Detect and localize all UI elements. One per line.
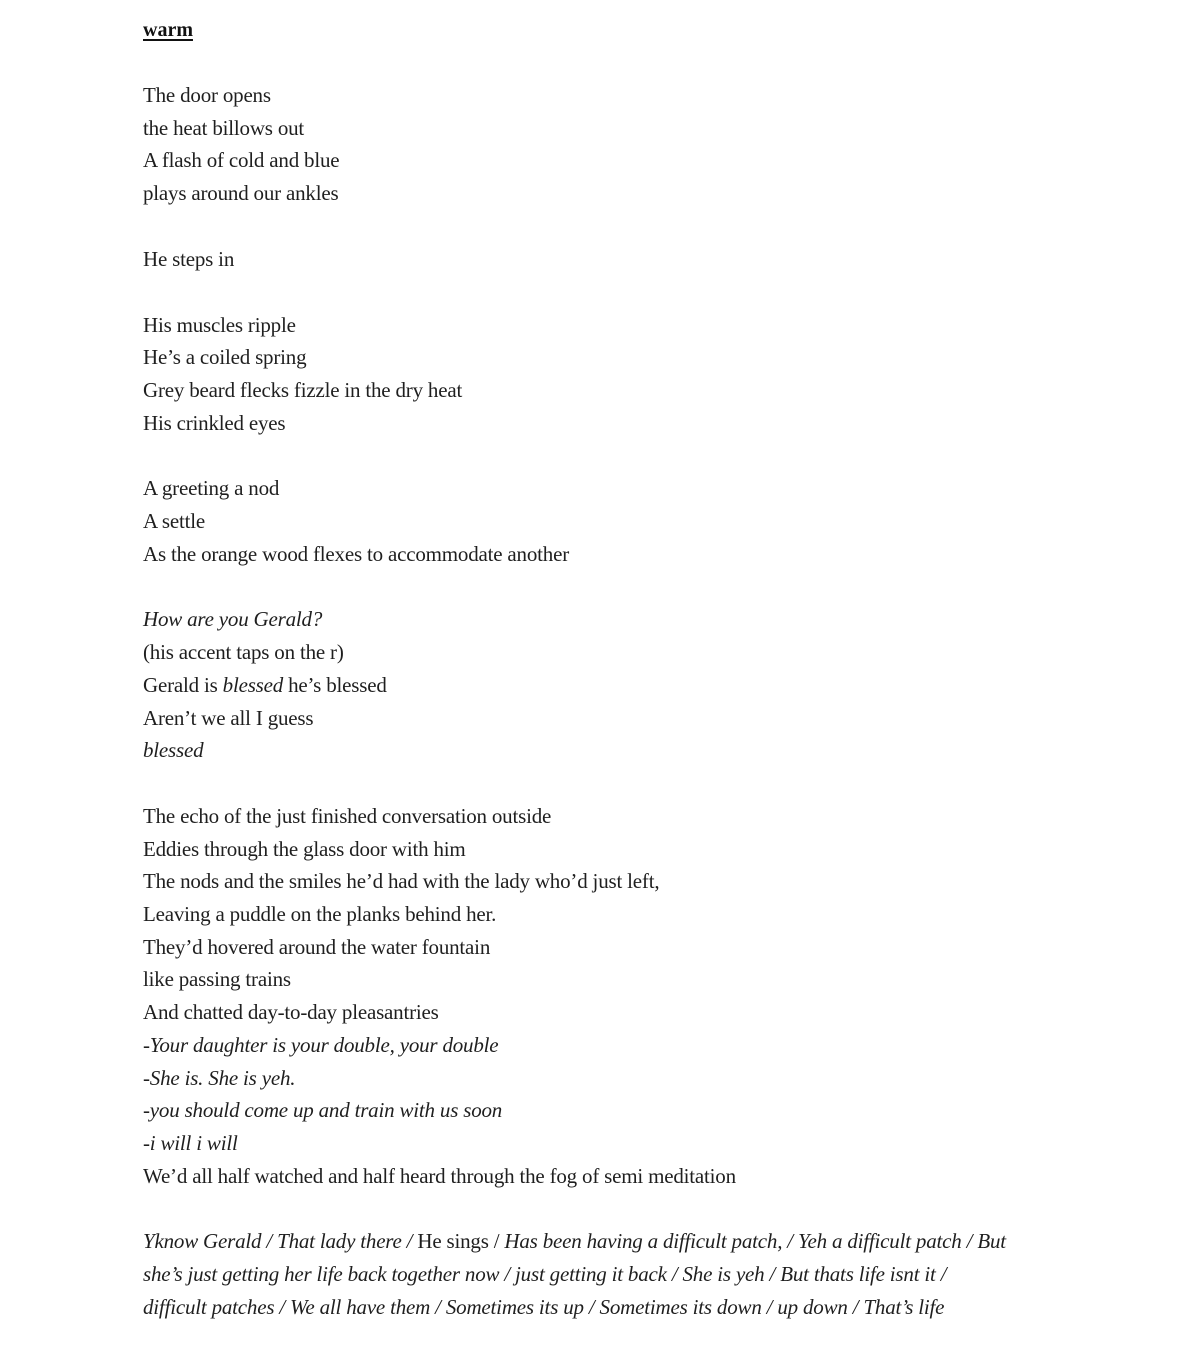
final-segment-italic: Yknow Gerald / That lady there / bbox=[143, 1229, 418, 1254]
stanza-4 bbox=[143, 472, 1043, 570]
poem-line: The nods and the smiles he’d had with the lady who’d just left, bbox=[143, 869, 660, 894]
final-segment-italic: Has been having a difficult patch, / Yeh a difficult patch / But she’s just getting her life back together now / just getting it back / She is yeh / But thats life isnt it / difficult patches / We all have them / Sometimes its up / Sometimes its down / up down / That’s life bbox=[143, 1229, 1006, 1319]
poem-line: We’d all half watched and half heard through the fog of semi meditation bbox=[143, 1163, 736, 1188]
stanza-1 bbox=[143, 79, 1043, 210]
poem-page bbox=[143, 14, 1043, 1324]
final-segment: He sings / bbox=[417, 1229, 505, 1254]
line-segment: he’s blessed bbox=[283, 672, 387, 697]
poem-line: plays around our ankles bbox=[143, 181, 339, 206]
poem-line: Aren’t we all I guess bbox=[143, 705, 314, 730]
poem-line-italic: -She is. She is yeh. bbox=[143, 1065, 296, 1090]
poem-title: warm bbox=[143, 19, 193, 41]
poem-line: He steps in bbox=[143, 246, 235, 271]
stanza-6 bbox=[143, 800, 1043, 1192]
poem-line: the heat billows out bbox=[143, 115, 305, 140]
poem-line: Grey beard flecks fizzle in the dry heat bbox=[143, 377, 463, 402]
poem-line: He’s a coiled spring bbox=[143, 345, 307, 370]
poem-line: As the orange wood flexes to accommodate another bbox=[143, 541, 569, 566]
poem-line: His crinkled eyes bbox=[143, 410, 286, 435]
poem-line bbox=[143, 669, 1043, 702]
poem-line: A greeting a nod bbox=[143, 476, 280, 501]
poem-line: Eddies through the glass door with him bbox=[143, 836, 466, 861]
poem-line: A flash of cold and blue bbox=[143, 148, 340, 173]
poem-line: A settle bbox=[143, 509, 205, 534]
poem-line: The echo of the just finished conversation outside bbox=[143, 803, 552, 828]
final-stanza bbox=[143, 1225, 1013, 1323]
poem-line-italic: blessed bbox=[143, 738, 204, 763]
poem-line: They’d hovered around the water fountain bbox=[143, 934, 491, 959]
stanza-2 bbox=[143, 243, 1043, 276]
poem-line-italic: How are you Gerald? bbox=[143, 607, 323, 632]
poem-line: And chatted day-to-day pleasantries bbox=[143, 1000, 439, 1025]
poem-line: Leaving a puddle on the planks behind her. bbox=[143, 902, 497, 927]
poem-line-italic: -Your daughter is your double, your double bbox=[143, 1032, 499, 1057]
poem-line-italic: -i will i will bbox=[143, 1130, 238, 1155]
stanza-3 bbox=[143, 309, 1043, 440]
poem-line-italic: -you should come up and train with us soon bbox=[143, 1098, 503, 1123]
poem-line: like passing trains bbox=[143, 967, 291, 992]
poem-line: His muscles ripple bbox=[143, 312, 296, 337]
poem-line: The door opens bbox=[143, 83, 271, 107]
line-segment-italic: blessed bbox=[222, 672, 284, 697]
stanza-5 bbox=[143, 603, 1043, 767]
line-segment: Gerald is bbox=[143, 672, 223, 697]
poem-line: (his accent taps on the r) bbox=[143, 640, 344, 665]
